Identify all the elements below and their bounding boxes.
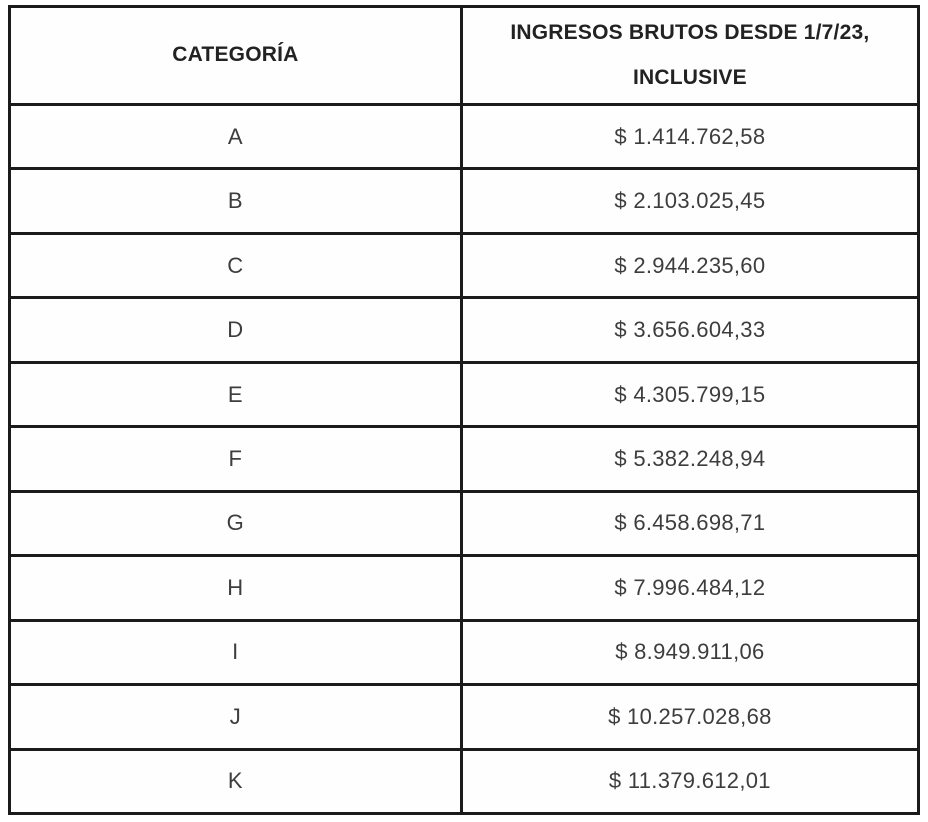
- amount-cell: $ 11.379.612,01: [461, 749, 918, 813]
- amount-cell: $ 3.656.604,33: [461, 298, 918, 362]
- amount-cell: $ 2.944.235,60: [461, 233, 918, 297]
- category-cell: E: [10, 362, 462, 426]
- table-row: [10, 105, 919, 169]
- table-row: [10, 685, 919, 749]
- table-row: [10, 298, 919, 362]
- amount-cell: $ 4.305.799,15: [461, 362, 918, 426]
- table-row: [10, 169, 919, 233]
- table-row: [10, 233, 919, 297]
- amount-cell: $ 1.414.762,58: [461, 105, 918, 169]
- amount-cell: $ 6.458.698,71: [461, 491, 918, 555]
- category-cell: G: [10, 491, 462, 555]
- table-row: [10, 620, 919, 684]
- category-cell: B: [10, 169, 462, 233]
- column-header-categoria: CATEGORÍA: [10, 7, 462, 105]
- amount-cell: $ 2.103.025,45: [461, 169, 918, 233]
- table-header-row: [10, 7, 919, 105]
- table-row: [10, 556, 919, 620]
- table-row: [10, 427, 919, 491]
- table-row: [10, 749, 919, 813]
- table-row: [10, 491, 919, 555]
- category-cell: D: [10, 298, 462, 362]
- category-cell: J: [10, 685, 462, 749]
- category-cell: H: [10, 556, 462, 620]
- amount-cell: $ 5.382.248,94: [461, 427, 918, 491]
- category-cell: C: [10, 233, 462, 297]
- column-header-ingresos-brutos: INGRESOS BRUTOS DESDE 1/7/23, INCLUSIVE: [461, 7, 918, 105]
- category-cell: F: [10, 427, 462, 491]
- amount-cell: $ 10.257.028,68: [461, 685, 918, 749]
- amount-cell: $ 7.996.484,12: [461, 556, 918, 620]
- category-cell: I: [10, 620, 462, 684]
- amount-cell: $ 8.949.911,06: [461, 620, 918, 684]
- category-cell: K: [10, 749, 462, 813]
- categories-income-table: [8, 5, 920, 815]
- category-cell: A: [10, 105, 462, 169]
- table-row: [10, 362, 919, 426]
